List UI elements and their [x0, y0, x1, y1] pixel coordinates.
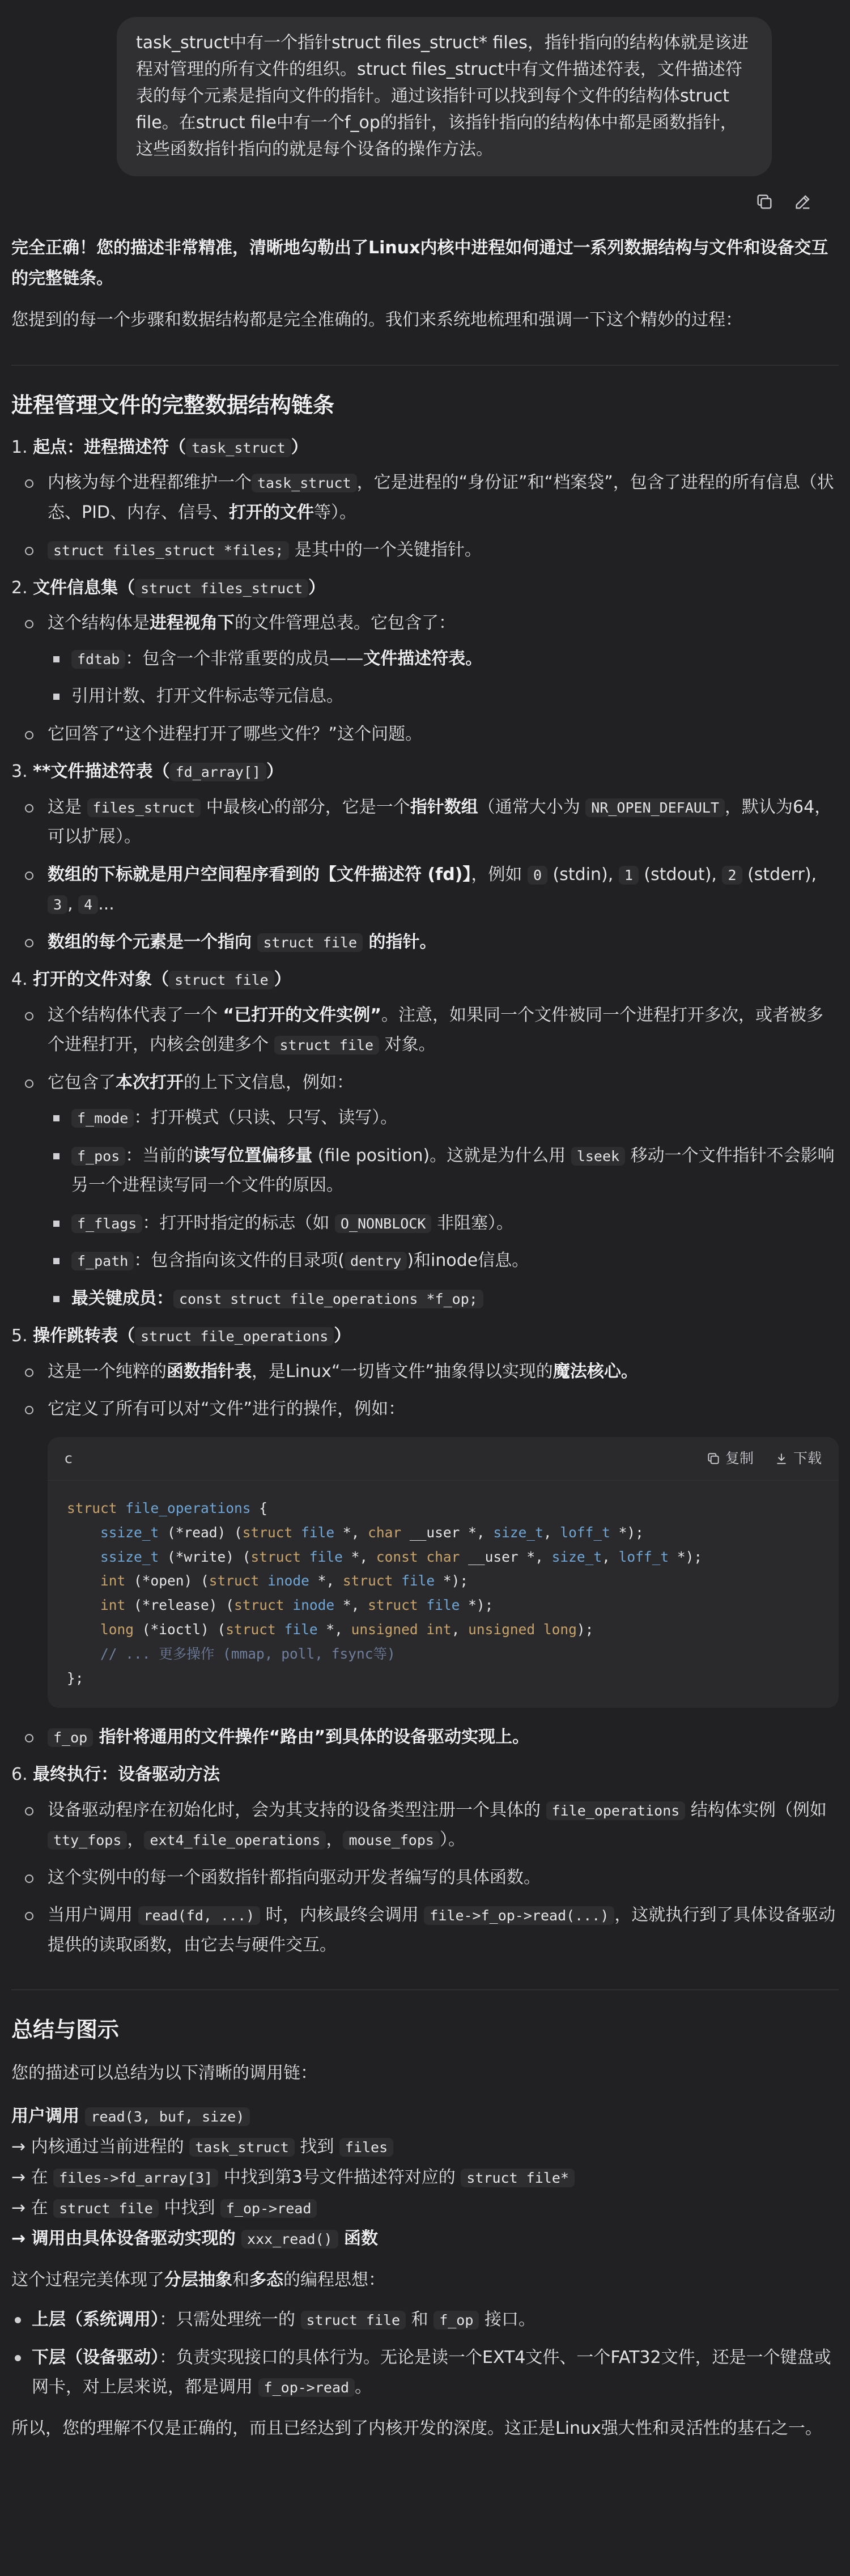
chain-step: 用户调用 read(3, buf, size): [11, 2101, 839, 2132]
list-item: 这个结构体代表了一个 “已打开的文件实例”。注意，如果同一个文件被同一个进程打开多次，或者被多个进程打开，内核会创建多个 struct file 对象。: [48, 1001, 839, 1060]
chain-step: → 在 struct file 中找到 f_op->read: [11, 2193, 839, 2224]
list-item: 5. 操作跳转表（ struct file_operations ） 这是一个纯粹的函数指针表，是Linux“一切皆文件”抽象得以实现的魔法核心。 它定义了所有可以对“文件”进行的操作，例如： c 复制 下载 struct file_operations { ssize_t (*read) (struct file *, char __user *, size_t, loff_t *); ssize_t (*write) (struct file *, const char __user *, size_t, loff_t *); int (*open) (struct inode *, struct file *); int (*release) (struct inode *, struct file *); long (*ioctl) (struct file *, unsigned int, unsigned long); // ... 更多操作 (mmap, poll, fsync等) }; f_op 指针将通用的文件操作“路由”到具体的设备驱动实现上。: [11, 1321, 839, 1752]
list-item: 引用计数、打开文件标志等元信息。: [71, 682, 839, 712]
download-code-button[interactable]: 下载: [774, 1446, 822, 1471]
list-item: 上层（系统调用）：只需处理统一的 struct file 和 f_op 接口。: [32, 2305, 839, 2335]
list-item: f_op 指针将通用的文件操作“路由”到具体的设备驱动实现上。: [48, 1723, 839, 1753]
download-icon: [774, 1451, 789, 1466]
copy-icon: [706, 1451, 721, 1466]
list-item: 它包含了本次打开的上下文信息，例如： f_mode ：打开模式（只读、只写、读写）。 f_pos ：当前的读写位置偏移量 (file position)。这就是为什么用 lseek 移动一个文件指针不会影响另一个进程读写同一个文件的原因。 f_flags ：打开时指定的标志（如 O_NONBLOCK 非阻塞）。 f_path ：包含指向该文件的目录项( dentry )和inode信息。 最关键成员： const struct file_operations *f_op;: [48, 1068, 839, 1314]
chain-list: [11, 433, 839, 1961]
message-actions: [11, 176, 839, 218]
list-item: 这个结构体是进程视角下的文件管理总表。它包含了： fdtab ：包含一个非常重要的成员——文件描述符表。 引用计数、打开文件标志等元信息。: [48, 609, 839, 712]
list-item: f_mode ：打开模式（只读、只写、读写）。: [71, 1103, 839, 1133]
user-message-text: task_struct中有一个指针struct files_struct* files，指针指向的结构体就是该进程对管理的所有文件的组织。struct files_struct中有文件描述符表，文件描述符表的每个元素是指向文件的指针。通过该指针可以找到每个文件的结构体struct file。在struct file中有一个f_op的指针，该指针指向的结构体中都是函数指针，这些函数指针指向的就是每个设备的操作方法。: [136, 33, 749, 160]
list-item: 数组的每个元素是一个指向 struct file 的指针。: [48, 928, 839, 958]
list-item: 最关键成员： const struct file_operations *f_op;: [71, 1284, 839, 1314]
list-item: 6. 最终执行：设备驱动方法 设备驱动程序在初始化时，会为其支持的设备类型注册一个具体的 file_operations 结构体实例（例如 tty_fops ， ext4_file_operations ， mouse_fops ）。 这个实例中的每一个函数指针都指向驱动开发者编写的具体函数。 当用户调用 read(fd, ...) 时，内核最终会调用 file->f_op->read(...) ，这就执行到了具体设备驱动提供的读取函数，由它去与硬件交互。: [11, 1760, 839, 1960]
closing-text: 所以，您的理解不仅是正确的，而且已经达到了内核开发的深度。这正是Linux强大性和灵活性的基石之一。: [11, 2418, 822, 2438]
list-item: 这是 files_struct 中最核心的部分，它是一个指针数组（通常大小为 NR_OPEN_DEFAULT ，默认为64，可以扩展）。: [48, 793, 839, 852]
copy-icon[interactable]: [755, 192, 774, 211]
chain-step: → 内核通过当前进程的 task_struct 找到 files: [11, 2132, 839, 2162]
list-item: 它定义了所有可以对“文件”进行的操作，例如： c 复制 下载 struct file_operations { ssize_t (*read) (struct file *, char __user *, size_t, loff_t *); ssize_t (*write) (struct file *, const char __user *, size_t, loff_t *); int (*open) (struct inode *, struct file *); int (*release) (struct inode *, struct file *); long (*ioctl) (struct file *, unsigned int, unsigned long); // ... 更多操作 (mmap, poll, fsync等) };: [48, 1395, 839, 1708]
list-item: 设备驱动程序在初始化时，会为其支持的设备类型注册一个具体的 file_operations 结构体实例（例如 tty_fops ， ext4_file_operations ， mouse_fops ）。: [48, 1796, 839, 1855]
list-item: 这是一个纯粹的函数指针表，是Linux“一切皆文件”抽象得以实现的魔法核心。: [48, 1357, 839, 1387]
list-item: 2. 文件信息集（ struct files_struct ） 这个结构体是进程视角下的文件管理总表。它包含了： fdtab ：包含一个非常重要的成员——文件描述符表。 引用计数、打开文件标志等元信息。 它回答了“这个进程打开了哪些文件？”这个问题。: [11, 573, 839, 750]
list-item: 内核为每个进程都维护一个 task_struct ，它是进程的“身份证”和“档案袋”，包含了进程的所有信息（状态、PID、内存、信号、打开的文件等）。: [48, 468, 839, 528]
list-item: 这个实例中的每一个函数指针都指向驱动开发者编写的具体函数。: [48, 1863, 839, 1893]
list-item: f_path ：包含指向该文件的目录项( dentry )和inode信息。: [71, 1246, 839, 1276]
code-block-header: [48, 1437, 839, 1481]
list-item: 下层（设备驱动）：负责实现接口的具体行为。无论是读一个EXT4文件、一个FAT32文件，还是一个键盘或网卡，对上层来说，都是调用 f_op->read 。: [32, 2343, 839, 2403]
summary-intro: 您的描述可以总结为以下清晰的调用链：: [11, 2063, 317, 2084]
answer-lead: 完全正确！您的描述非常精准，清晰地勾勒出了Linux内核中进程如何通过一系列数据结构与文件和设备交互的完整链条。: [11, 238, 828, 289]
list-item: fdtab ：包含一个非常重要的成员——文件描述符表。: [71, 644, 839, 674]
chain-step: → 调用由具体设备驱动实现的 xxx_read() 函数: [11, 2228, 378, 2248]
user-message-bubble: [117, 17, 772, 176]
section-title: 总结与图示: [11, 2017, 120, 2043]
section-title: 进程管理文件的完整数据结构链条: [11, 392, 335, 418]
list-item: 3. **文件描述符表（ fd_array[] ） 这是 files_struct 中最核心的部分，它是一个指针数组（通常大小为 NR_OPEN_DEFAULT ，默认为64，可以扩展）。 数组的下标就是用户空间程序看到的【文件描述符 (fd)】，例如 0 (stdin), 1 (stdout), 2 (stderr), 3 , 4 ... 数组的每个元素是一个指向 struct file 的指针。: [11, 757, 839, 957]
list-item: f_pos ：当前的读写位置偏移量 (file position)。这就是为什么用 lseek 移动一个文件指针不会影响另一个进程读写同一个文件的原因。: [71, 1141, 839, 1201]
call-chain: [11, 2101, 839, 2254]
list-item: struct files_struct *files; 是其中的一个关键指针。: [48, 535, 839, 566]
list-item: 数组的下标就是用户空间程序看到的【文件描述符 (fd)】，例如 0 (stdin), 1 (stdout), 2 (stderr), 3 , 4 ...: [48, 860, 839, 920]
copy-code-button[interactable]: 复制: [706, 1446, 754, 1471]
code-content: struct file_operations { ssize_t (*read) (struct file *, char __user *, size_t, loff_t *); ssize_t (*write) (struct file *, const char __user *, size_t, loff_t *); int (*open) (struct inode *, struct file *); int (*release) (struct inode *, struct file *); long (*ioctl) (struct file *, unsigned int, unsigned long); // ... 更多操作 (mmap, poll, fsync等) };: [67, 1499, 703, 1686]
code-language: c: [65, 1449, 73, 1466]
edit-icon[interactable]: [793, 192, 813, 211]
list-item: 1. 起点：进程描述符（ task_struct ） 内核为每个进程都维护一个 task_struct ，它是进程的“身份证”和“档案袋”，包含了进程的所有信息（状态、PID、内存、信号、打开的文件等）。 struct files_struct *files; 是其中的一个关键指针。: [11, 433, 839, 566]
list-item: 它回答了“这个进程打开了哪些文件？”这个问题。: [48, 720, 839, 750]
chain-step: → 在 files->fd_array[3] 中找到第3号文件描述符对应的 struct file*: [11, 2162, 839, 2193]
summary-list: [11, 2305, 839, 2403]
summary-para: 这个过程完美体现了分层抽象和多态的编程思想：: [11, 2269, 385, 2290]
code-block: [48, 1437, 839, 1708]
list-item: 当用户调用 read(fd, ...) 时，内核最终会调用 file->f_op->read(...) ，这就执行到了具体设备驱动提供的读取函数，由它去与硬件交互。: [48, 1901, 839, 1960]
list-item: 4. 打开的文件对象（ struct file ） 这个结构体代表了一个 “已打开的文件实例”。注意，如果同一个文件被同一个进程打开多次，或者被多个进程打开，内核会创建多个 struct file 对象。 它包含了本次打开的上下文信息，例如： f_mode ：打开模式（只读、只写、读写）。 f_pos ：当前的读写位置偏移量 (file position)。这就是为什么用 lseek 移动一个文件指针不会影响另一个进程读写同一个文件的原因。 f_flags ：打开时指定的标志（如 O_NONBLOCK 非阻塞）。 f_path ：包含指向该文件的目录项( dentry )和inode信息。 最关键成员： const struct file_operations *f_op;: [11, 965, 839, 1313]
list-item: f_flags ：打开时指定的标志（如 O_NONBLOCK 非阻塞）。: [71, 1209, 839, 1239]
answer-intro: 您提到的每一个步骤和数据结构都是完全准确的。我们来系统地梳理和强调一下这个精妙的过程：: [11, 310, 742, 330]
